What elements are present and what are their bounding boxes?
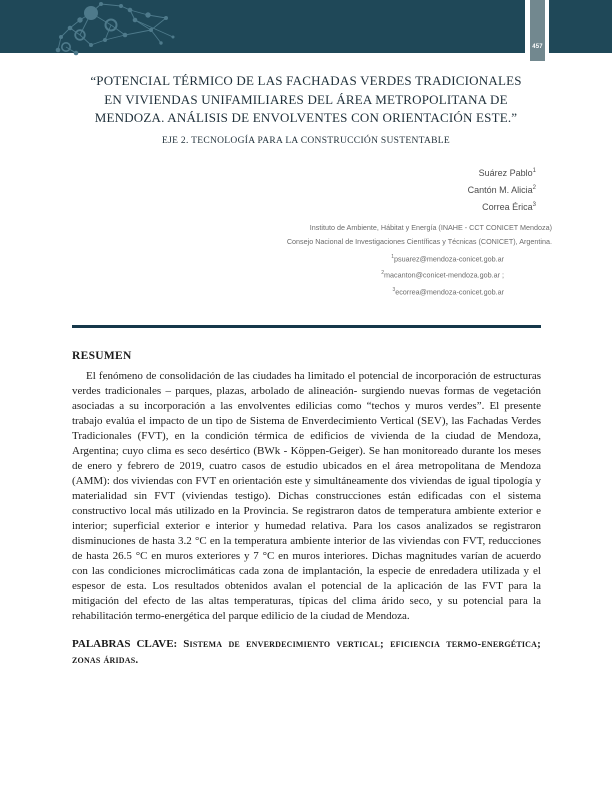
author-name: Correa Érica xyxy=(482,202,533,213)
author-name: Cantón M. Alicia xyxy=(467,185,533,196)
authors-block xyxy=(468,164,536,216)
section-divider xyxy=(72,325,541,328)
keywords-text: Sistema de enverdecimiento vertical; eficiencia termo-energética; zonas áridas. xyxy=(72,638,542,666)
author-line xyxy=(468,198,536,215)
paper-title: “POTENCIAL TÉRMICO DE LAS FACHADAS VERDES TRADICIONALES EN VIVIENDAS UNIFAMILIARES DEL ÁREA METROPOLITANA DE MENDOZA. ANÁLISIS DE ENVOLVENTES CON ORIENTACIÓN ESTE.” xyxy=(90,73,522,125)
email-affiliation-mark: 1 xyxy=(391,253,395,260)
email-line xyxy=(287,283,552,300)
email-address: ecorrea@mendoza-conicet.gob.ar xyxy=(395,287,504,297)
keywords-paragraph xyxy=(72,637,541,668)
conference-track: EJE 2. TECNOLOGÍA PARA LA CONSTRUCCIÓN SUSTENTABLE xyxy=(162,135,450,146)
affiliation-line: Consejo Nacional de Investigaciones Científicas y Técnicas (CONICET), Argentina. xyxy=(286,237,552,247)
abstract-text: El fenómeno de consolidación de las ciudades ha limitado el potencial de incorporación de estructuras verdes tradicionales – parques, plazas, arbolado de alineación- surgiendo nuevas formas de vegetación asociadas a su incorporación a las envolventes edilicias como “techos y muros verdes”. El presente trabajo evalúa el impacto de un tipo de Sistema de Enverdecimiento Vertical (SEV), las Fachadas Verdes Tradicionales (FVT), en la condición térmica de edificios de vivienda de la ciudad de Mendoza, Argentina; cuyo clima es seco desértico (BWk - Köppen-Geiger). Se han monitoreado durante los meses de enero y febrero de 2019, cuatro casos de estudio ubicados en el área metropolitana de Mendoza (AMM): dos viviendas con FVT en orientación este y simultáneamente dos viviendas de igual tipología y materialidad sin FVT (viviendas testigo). Dichas construcciones están edificadas con el sistema constructivo local más utilizado en la Provincia. Se registraron datos de temperatura ambiente exterior e interior; superficial exterior e interior y humedad relativa. Para los casos analizados se registraron disminuciones de hasta 3.2 °C en la temperatura ambiente interior de las viviendas con FVT, reducciones de hasta 26.5 °C en muros exteriores y 7 °C en muros interiores. Dichas magnitudes varían de acuerdo con las condiciones microclimáticas cada zona de implantación, la especie de enredadera utilizada y el espesor de esta. Los resultados obtenidos avalan el potencial de la aplicación de las FVT para la mitigación del efecto de las altas temperaturas, típicas del clima árido seco, y su potencial para la rehabilitación termo-energética del parque edilicio de la ciudad de Mendoza. xyxy=(72,370,541,622)
abstract-heading: RESUMEN xyxy=(72,350,132,362)
author-name: Suárez Pablo xyxy=(478,168,533,178)
page-number-tab xyxy=(530,0,545,61)
header-band-right xyxy=(549,0,612,53)
network-graphic-icon xyxy=(48,0,178,56)
email-affiliation-mark: 2 xyxy=(381,270,385,277)
email-line xyxy=(287,250,552,267)
abstract-block xyxy=(72,369,541,668)
title-block xyxy=(86,72,526,146)
author-affiliation-mark: 2 xyxy=(532,185,536,192)
author-line xyxy=(468,164,536,181)
page-number: 457 xyxy=(532,44,543,50)
email-line xyxy=(287,266,552,283)
author-line xyxy=(468,181,536,198)
keywords-label: PALABRAS CLAVE: xyxy=(72,638,178,650)
email-affiliation-mark: 3 xyxy=(392,286,396,293)
email-address: psuarez@mendoza-conicet.gob.ar xyxy=(394,253,504,263)
affiliation-line: Instituto de Ambiente, Hábitat y Energía (INAHE - CCT CONICET Mendoza) xyxy=(309,223,552,232)
author-affiliation-mark: 1 xyxy=(532,168,536,174)
header-band xyxy=(0,0,525,53)
affiliation-block xyxy=(287,221,552,300)
email-address: macanton@conicet-mendoza.gob.ar ; xyxy=(384,270,504,280)
author-affiliation-mark: 3 xyxy=(532,202,536,209)
